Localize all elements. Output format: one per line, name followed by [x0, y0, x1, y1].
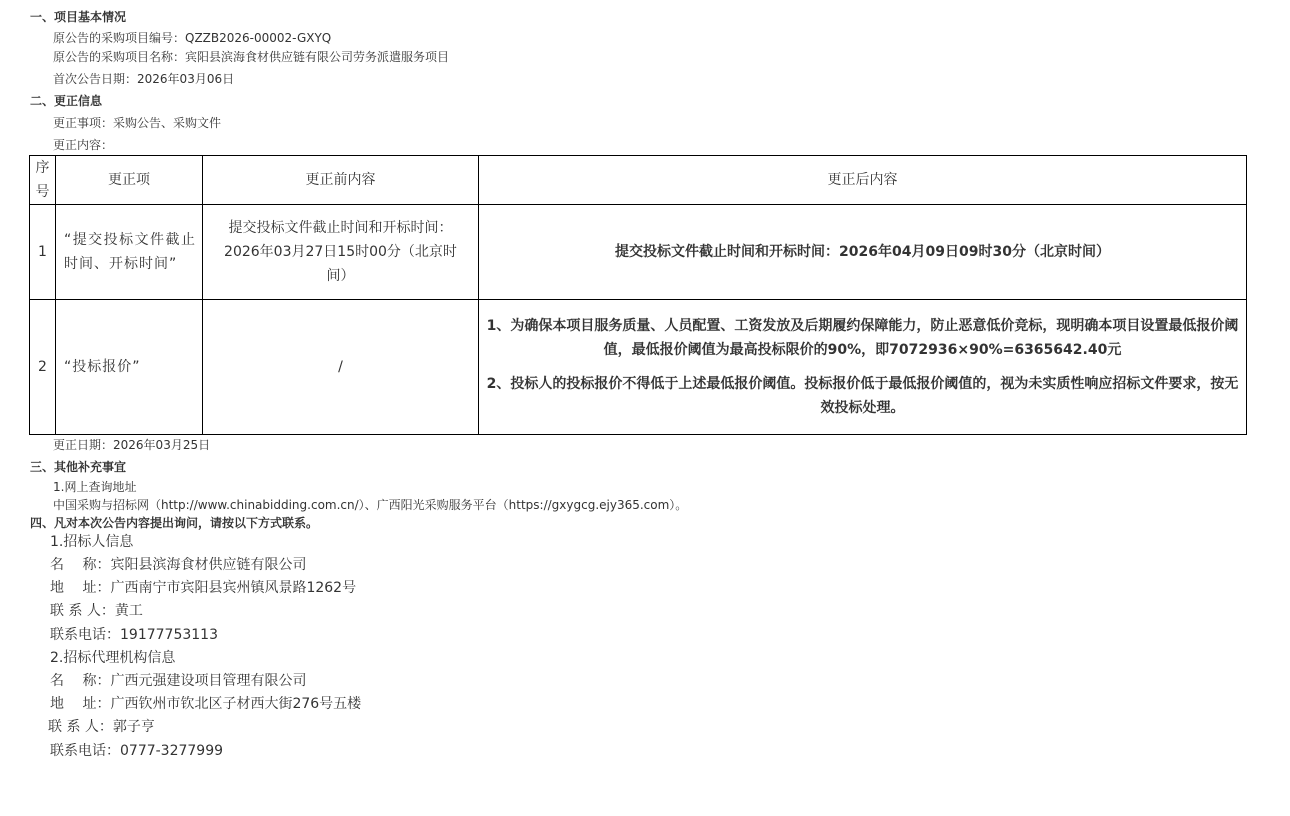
- query-address-title: 1.网上查询地址: [53, 480, 137, 494]
- section1-heading: 一、项目基本情况: [30, 10, 127, 24]
- section2-heading: 二、更正信息: [30, 94, 103, 108]
- row2-before: /: [203, 300, 479, 435]
- first-date-value: 2026年03月06日: [137, 72, 235, 86]
- table-row: [30, 300, 1247, 435]
- row2-after-para2: 2、投标人的投标报价不得低于上述最低报价阈值。投标报价低于最低报价阈值的，视为未实质性响应招标文件要求，按无效投标处理。: [486, 376, 1239, 416]
- row1-after: 提交投标文件截止时间和开标时间：2026年04月09日09时30分（北京时间）: [479, 205, 1247, 300]
- project-no-label: 原公告的采购项目编号：: [53, 31, 186, 45]
- project-no-value: QZZB2026-00002-GXYQ: [185, 31, 332, 45]
- matter-label: 更正事项：: [53, 116, 114, 130]
- project-no-line: [53, 30, 331, 46]
- agent-address: 地 址：广西钦州市钦北区子材西大街276号五楼: [50, 696, 362, 712]
- header-after: 更正后内容: [479, 156, 1247, 205]
- header-before: 更正前内容: [203, 156, 479, 205]
- matter-value: 采购公告、采购文件: [113, 116, 222, 130]
- first-date-label: 首次公告日期：: [53, 72, 138, 86]
- agent-phone: 联系电话：0777-3277999: [50, 743, 224, 759]
- header-item: 更正项: [56, 156, 203, 205]
- row1-before: 提交投标文件截止时间和开标时间：2026年03月27日15时00分（北京时间）: [203, 205, 479, 300]
- row1-no: 1: [30, 205, 56, 300]
- first-date-line: [53, 71, 234, 87]
- buyer-phone: 联系电话：19177753113: [50, 627, 218, 643]
- table-header-row: [30, 156, 1247, 205]
- correction-date-line: [53, 437, 210, 453]
- row1-item: “提交投标文件截止时间、开标时间”: [56, 205, 203, 300]
- agent-title: 2.招标代理机构信息: [50, 650, 176, 666]
- matter-line: [53, 115, 221, 131]
- project-name-value: 宾阳县滨海食材供应链有限公司劳务派遣服务项目: [185, 50, 450, 64]
- correction-table: [29, 155, 1247, 435]
- agent-name: 名 称：广西元强建设项目管理有限公司: [50, 673, 307, 689]
- project-name-label: 原公告的采购项目名称：: [53, 50, 186, 64]
- row2-item: “投标报价”: [56, 300, 203, 435]
- buyer-contact: 联 系 人：黄工: [50, 603, 143, 619]
- correction-date-value: 2026年03月25日: [113, 438, 211, 452]
- table-row: [30, 205, 1247, 300]
- buyer-name: 名 称：宾阳县滨海食材供应链有限公司: [50, 557, 307, 573]
- correction-date-label: 更正日期：: [53, 438, 114, 452]
- section3-heading: 三、其他补充事宜: [30, 460, 127, 474]
- query-sites: 中国采购与招标网（http://www.chinabidding.com.cn/）、广西阳光采购服务平台（https://gxygcg.ejy365.com）。: [53, 498, 688, 512]
- header-no: 序号: [30, 156, 56, 205]
- agent-contact: 联 系 人：郭子亨: [48, 719, 155, 735]
- row2-after-para1: 1、为确保本项目服务质量、人员配置、工资发放及后期履约保障能力，防止恶意低价竞标，现明确本项目设置最低报价阈值，最低报价阈值为最高投标限价的90%，即7072936×90%=6365642.40元: [486, 318, 1239, 358]
- row2-no: 2: [30, 300, 56, 435]
- content-label: 更正内容：: [53, 138, 114, 152]
- section4-heading: 四、凡对本次公告内容提出询问，请按以下方式联系。: [30, 516, 319, 530]
- project-name-line: [53, 49, 449, 65]
- row2-after: [479, 300, 1247, 435]
- buyer-address: 地 址：广西南宁市宾阳县宾州镇风景路1262号: [50, 580, 357, 596]
- buyer-title: 1.招标人信息: [50, 534, 134, 550]
